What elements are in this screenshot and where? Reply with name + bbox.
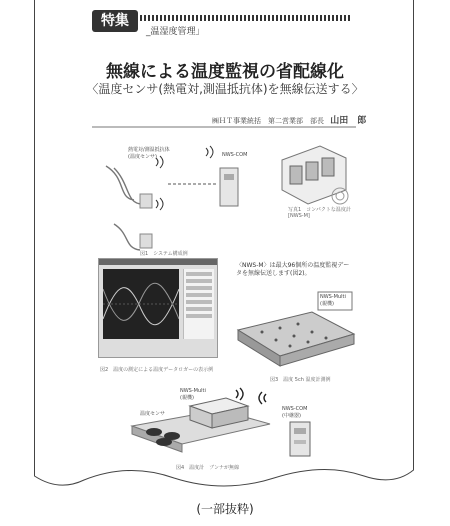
fig4-caption: 図4 温度計 ブンナが無線: [176, 465, 239, 471]
body-paragraph: 〈NWS-M〉は最大96個所の温度監視データを無線伝送します(図2)。: [236, 262, 350, 277]
sensor-tag-label: 熱電対/測温抵抗体 (温度センサ): [128, 147, 170, 160]
author-line: [212, 113, 366, 126]
header-stripe: [140, 15, 350, 21]
waveform-display: [103, 269, 179, 339]
fig1-caption: 図1 システム構成例: [140, 251, 188, 257]
article-title: 無線による温度監視の省配線化: [106, 62, 344, 82]
wireless-icon: [259, 392, 266, 404]
wireless-icon: [236, 388, 243, 400]
excerpt-note: (一部抜粋): [196, 502, 254, 516]
sensor-unit-1: [140, 194, 152, 208]
fig3-caption: 図3 温度 5ch 温度計測例: [270, 377, 331, 383]
author-name: 山田 郎: [330, 116, 367, 126]
settings-panel: [183, 269, 214, 339]
receiver-label: NWS-COM: [222, 152, 248, 158]
com-unit: [290, 422, 310, 456]
photo1-caption: 写真1 コンパクトな温度計 [NWS-M]: [288, 207, 351, 219]
monitor-screenshot: [98, 258, 218, 358]
fig2-caption: 図2 温度の測定による温度データロガーの表示例: [100, 367, 214, 373]
author-affiliation: ㈱ＨＴ事業統括 第二営業部 部長: [212, 117, 324, 125]
board-device-label: NWS-Multi (親機): [320, 294, 346, 307]
article-subtitle: 〈温度センサ(熱電対,測温抵抗体)を無線伝送する〉: [86, 82, 364, 96]
title-rule: [92, 126, 356, 128]
feature-badge: 特集: [92, 10, 138, 32]
category-label: _温湿度管理」: [146, 27, 205, 37]
nws-multi-label: NWS-Multi (親機): [180, 388, 206, 401]
nws-com-label: NWS-COM (中継器): [282, 406, 308, 419]
wireless-system-diagram: [130, 384, 350, 462]
wireless-icon: [206, 146, 213, 158]
sensor-label: 温度センサ: [140, 411, 166, 417]
device-photo: [276, 140, 356, 210]
sensor-unit-2: [140, 234, 152, 248]
receiver-unit: [220, 168, 238, 206]
wireless-icon: [156, 198, 163, 210]
